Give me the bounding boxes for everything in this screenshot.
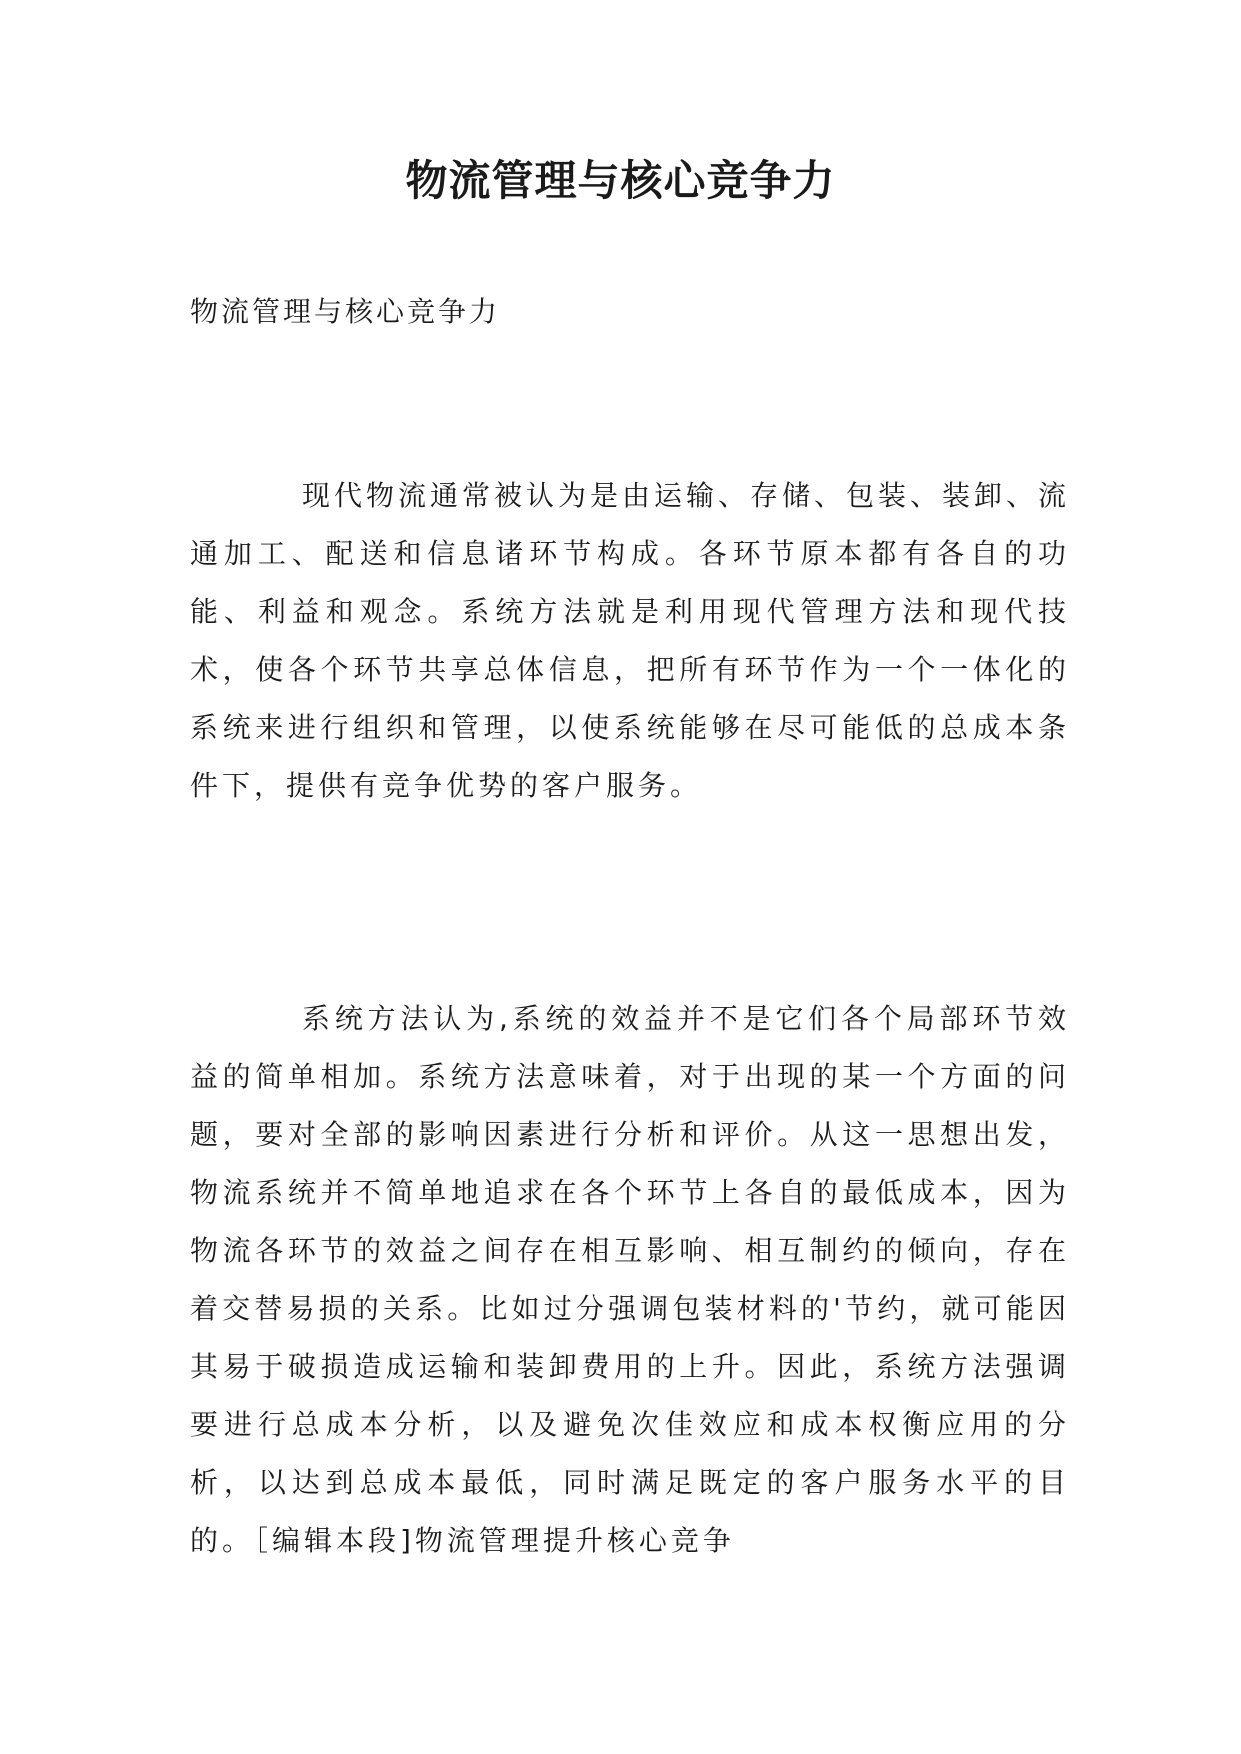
body-paragraph: 系统方法认为,系统的效益并不是它们各个局部环节效益的简单相加。系统方法意味着，对于出现的某一个方面的问题，要对全部的影响因素进行分析和评价。从这一思想出发，物流系统并不简单地追求在各个环节上各自的最低成本，因为物流各环节的效益之间存在相互影响、相互制约的倾向，存在着交替易损的关系。比如过分强调包装材料的'节约，就可能因其易于破损造成运输和装卸费用的上升。因此，系统方法强调要进行总成本分析，以及避免次佳效应和成本权衡应用的分析，以达到总成本最低，同时满足既定的客户服务水平的目的。［编辑本段]物流管理提升核心竞争: [190, 1002, 1070, 1557]
document-subtitle: 物流管理与核心竞争力: [190, 295, 501, 328]
document-title: 物流管理与核心竞争力: [405, 156, 836, 205]
body-paragraph: 现代物流通常被认为是由运输、存储、包装、装卸、流通加工、配送和信息诸环节构成。各环节原本都有各自的功能、利益和观念。系统方法就是利用现代管理方法和现代技术，使各个环节共享总体信息，把所有环节作为一个一体化的系统来进行组织和管理，以使系统能够在尽可能低的总成本条件下，提供有竞争优势的客户服务。: [190, 479, 1071, 802]
